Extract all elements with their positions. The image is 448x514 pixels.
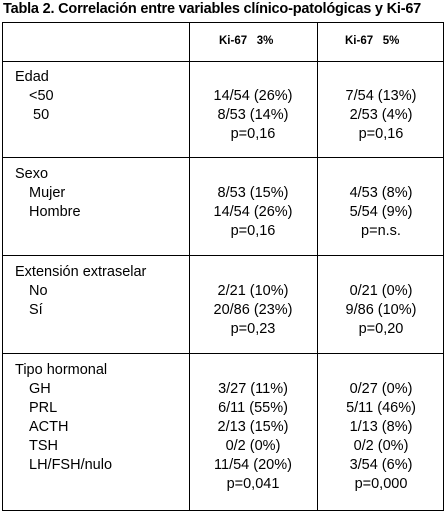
row-divider xyxy=(3,157,443,158)
table-cell: 14/54 (26%) xyxy=(213,88,293,104)
row-label: PRL xyxy=(29,400,58,416)
p-value: p=n.s. xyxy=(361,223,401,239)
table-cell: 1/13 (8%) xyxy=(349,419,413,435)
section-label: Edad xyxy=(15,69,49,85)
table-title: Tabla 2. Correlación entre variables clínico-patológicas y Ki-67 xyxy=(3,1,422,17)
table-cell: 14/54 (26%) xyxy=(213,204,293,220)
row-divider xyxy=(3,61,443,62)
table-cell: 5/54 (9%) xyxy=(349,204,413,220)
p-value: p=0,16 xyxy=(230,126,276,142)
table-cell: 0/2 (0%) xyxy=(225,438,281,454)
row-label: No xyxy=(29,283,48,299)
column-divider xyxy=(317,23,318,510)
row-divider xyxy=(3,353,443,354)
table-cell: 11/54 (20%) xyxy=(214,457,292,473)
section-label: Sexo xyxy=(15,166,49,182)
table-cell: 7/54 (13%) xyxy=(345,88,417,104)
section-label: Tipo hormonal xyxy=(15,362,108,378)
header-ki67-3: Ki-67 3% xyxy=(219,35,274,47)
p-value: p=0,000 xyxy=(354,476,408,492)
p-value: p=0,16 xyxy=(230,223,276,239)
table-cell: 0/21 (0%) xyxy=(349,283,413,299)
p-value: p=0,20 xyxy=(358,321,404,337)
section-label: Extensión extraselar xyxy=(15,264,147,280)
table-cell: 2/53 (4%) xyxy=(349,107,413,123)
row-label: Sí xyxy=(29,302,43,318)
table-cell: 6/11 (55%) xyxy=(218,400,288,416)
data-table xyxy=(2,22,444,511)
table-cell: 3/27 (11%) xyxy=(218,381,288,397)
table-cell: 2/13 (15%) xyxy=(217,419,289,435)
table-cell: 20/86 (23%) xyxy=(213,302,293,318)
row-label: 50 xyxy=(33,107,50,123)
row-label: ACTH xyxy=(29,419,69,435)
header-ki67-5: Ki-67 5% xyxy=(345,35,400,47)
table-cell: 9/86 (10%) xyxy=(345,302,417,318)
table-cell: 2/21 (10%) xyxy=(217,283,289,299)
column-divider xyxy=(189,23,190,510)
p-value: p=0,041 xyxy=(226,476,280,492)
row-label: LH/FSH/nulo xyxy=(29,457,113,473)
table-cell: 0/27 (0%) xyxy=(349,381,413,397)
table-cell: 8/53 (15%) xyxy=(217,185,289,201)
table-cell: 3/54 (6%) xyxy=(349,457,413,473)
p-value: p=0,23 xyxy=(230,321,276,337)
p-value: p=0,16 xyxy=(358,126,404,142)
row-label: <50 xyxy=(29,88,54,104)
row-label: Hombre xyxy=(29,204,81,220)
table-cell: 8/53 (14%) xyxy=(217,107,289,123)
table-cell: 4/53 (8%) xyxy=(349,185,413,201)
table-cell: 0/2 (0%) xyxy=(353,438,409,454)
row-label: TSH xyxy=(29,438,58,454)
row-label: Mujer xyxy=(29,185,66,201)
row-divider xyxy=(3,255,443,256)
row-label: GH xyxy=(29,381,51,397)
table-cell: 5/11 (46%) xyxy=(346,400,416,416)
